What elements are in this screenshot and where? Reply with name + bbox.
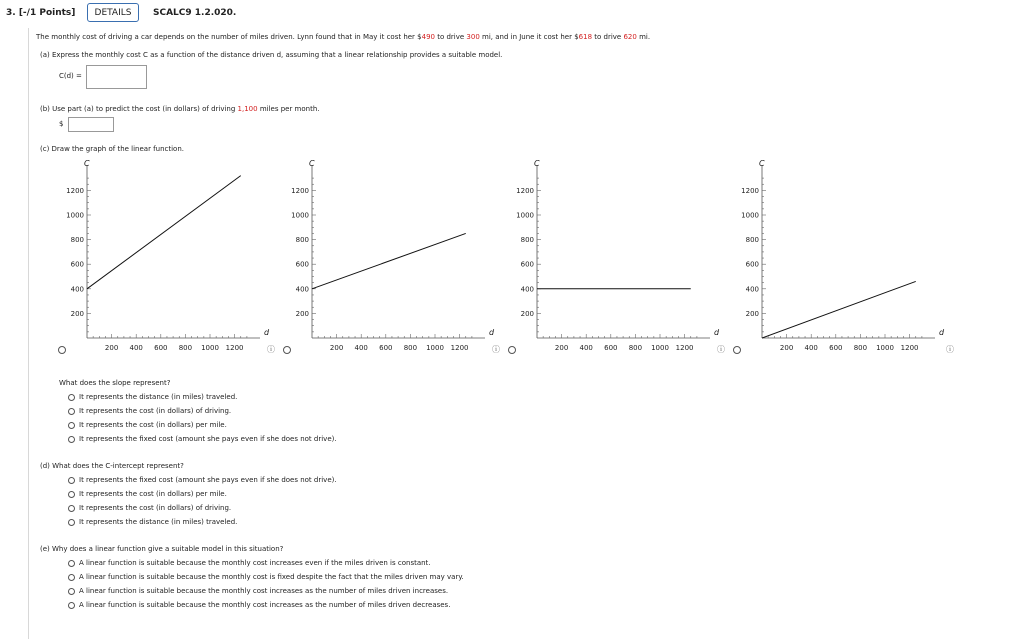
y-tick-label: 200 [295, 309, 309, 318]
left-divider [28, 28, 29, 639]
radio-button[interactable] [68, 422, 75, 429]
part-b-text [40, 105, 320, 113]
y-axis-label: C [759, 159, 765, 168]
option-label: It represents the cost (in dollars) of driving. [79, 407, 232, 415]
y-tick-label: 600 [745, 260, 759, 269]
info-icon[interactable]: ⓘ [492, 345, 500, 354]
option-label: It represents the cost (in dollars) per mile. [79, 421, 227, 429]
statement-part: mi, and in June it cost her $ [479, 33, 579, 41]
y-tick-label: 400 [70, 285, 84, 294]
x-tick-label: 1200 [900, 344, 919, 352]
x-tick-label: 800 [628, 344, 643, 352]
linear-reason-option[interactable] [68, 559, 431, 567]
x-tick-label: 800 [403, 344, 418, 352]
x-tick-label: 1200 [450, 344, 469, 352]
cd-input[interactable] [86, 65, 147, 89]
option-label: It represents the cost (in dollars) of driving. [79, 504, 232, 512]
series-line [312, 233, 466, 288]
statement-part: to drive [592, 33, 624, 41]
x-tick-label: 200 [779, 344, 794, 352]
y-tick-label: 600 [295, 260, 309, 269]
slope-option[interactable] [68, 393, 237, 401]
x-tick-label: 200 [554, 344, 569, 352]
y-tick-label: 200 [745, 309, 759, 318]
details-button[interactable]: DETAILS [87, 3, 139, 22]
y-tick-label: 1000 [516, 211, 534, 220]
x-tick-label: 400 [354, 344, 368, 352]
x-tick-label: 1000 [201, 344, 219, 352]
radio-button[interactable] [68, 436, 75, 443]
option-label: A linear function is suitable because the monthly cost increases as the number of miles driven decreases. [79, 601, 451, 609]
y-tick-label: 1200 [66, 186, 84, 195]
x-tick-label: 800 [853, 344, 868, 352]
radio-button[interactable] [68, 560, 75, 567]
y-tick-label: 400 [520, 285, 534, 294]
x-tick-label: 1000 [651, 344, 669, 352]
radio-button[interactable] [68, 477, 75, 484]
option-label: A linear function is suitable because the monthly cost is fixed despite the fact that the miles driven may vary. [79, 573, 464, 581]
x-tick-label: 600 [154, 344, 168, 352]
june-cost-value: 618 [578, 33, 593, 41]
y-tick-label: 400 [745, 285, 759, 294]
radio-button[interactable] [68, 491, 75, 498]
y-tick-label: 800 [745, 236, 759, 245]
graph-option-2[interactable] [275, 155, 500, 360]
graph-option-1[interactable] [50, 155, 275, 360]
y-axis-label: C [84, 159, 90, 168]
info-icon[interactable]: ⓘ [267, 345, 275, 354]
x-axis-label: d [264, 328, 270, 337]
option-label: It represents the distance (in miles) traveled. [79, 393, 238, 401]
option-label: A linear function is suitable because the monthly cost increases even if the miles driven is constant. [79, 559, 431, 567]
june-miles-value: 620 [623, 33, 637, 41]
part-c-text: (c) Draw the graph of the linear function. [40, 145, 185, 153]
series-line [762, 281, 916, 338]
slope-option[interactable] [68, 421, 227, 429]
option-label: It represents the cost (in dollars) per mile. [79, 490, 227, 498]
radio-button[interactable] [68, 602, 75, 609]
linear-reason-option[interactable] [68, 601, 450, 609]
statement-part: mi. [636, 33, 651, 41]
cd-label: C(d) = [59, 72, 82, 80]
y-tick-label: 1200 [291, 186, 309, 195]
statement-part: The monthly cost of driving a car depends on the number of miles driven. Lynn found that in May it cost her $ [36, 33, 422, 41]
y-tick-label: 600 [520, 260, 534, 269]
radio-button[interactable] [68, 519, 75, 526]
slope-question: What does the slope represent? [59, 379, 171, 387]
x-tick-label: 600 [379, 344, 393, 352]
part-e-question: (e) Why does a linear function give a suitable model in this situation? [40, 545, 284, 553]
y-tick-label: 800 [70, 236, 84, 245]
cost-input[interactable] [68, 117, 114, 132]
series-line [87, 176, 241, 289]
graph-radio-3[interactable] [508, 346, 516, 354]
part-b-miles: 1,100 [237, 105, 258, 113]
may-cost-value: 490 [421, 33, 435, 41]
y-tick-label: 600 [70, 260, 84, 269]
y-axis-label: C [309, 159, 315, 168]
y-tick-label: 1000 [741, 211, 759, 220]
slope-option[interactable] [68, 435, 337, 443]
graph-radio-2[interactable] [283, 346, 291, 354]
question-header [0, 0, 1024, 28]
linear-reason-option[interactable] [68, 587, 448, 595]
problem-code: SCALC9 1.2.020. [153, 8, 237, 18]
radio-button[interactable] [68, 574, 75, 581]
graph-radio-4[interactable] [733, 346, 741, 354]
x-axis-label: d [939, 328, 945, 337]
info-icon[interactable]: ⓘ [717, 345, 725, 354]
x-tick-label: 400 [129, 344, 143, 352]
x-tick-label: 1200 [675, 344, 694, 352]
y-tick-label: 1200 [516, 186, 534, 195]
linear-reason-option[interactable] [68, 573, 464, 581]
radio-button[interactable] [68, 505, 75, 512]
x-tick-label: 1000 [876, 344, 894, 352]
statement-part: to drive [435, 33, 467, 41]
intercept-option[interactable] [68, 490, 227, 498]
y-tick-label: 1200 [741, 186, 759, 195]
dollar-sign: $ [59, 120, 64, 128]
may-miles-value: 300 [466, 33, 480, 41]
y-tick-label: 800 [295, 236, 309, 245]
y-axis-label: C [534, 159, 540, 168]
option-label: It represents the fixed cost (amount she pays even if she does not drive). [79, 476, 337, 484]
intercept-option[interactable] [68, 518, 237, 526]
y-tick-label: 1000 [291, 211, 309, 220]
graph-option-3[interactable] [500, 155, 725, 360]
part-b-post: miles per month. [257, 105, 320, 113]
option-label: It represents the fixed cost (amount she pays even if she does not drive). [79, 435, 337, 443]
info-icon[interactable]: ⓘ [946, 345, 954, 354]
x-tick-label: 600 [829, 344, 843, 352]
x-axis-label: d [714, 328, 720, 337]
y-tick-label: 800 [520, 236, 534, 245]
x-tick-label: 400 [804, 344, 818, 352]
x-tick-label: 800 [178, 344, 193, 352]
slope-option[interactable] [68, 407, 231, 415]
y-tick-label: 200 [70, 309, 84, 318]
y-tick-label: 1000 [66, 211, 84, 220]
x-tick-label: 400 [579, 344, 593, 352]
y-tick-label: 400 [295, 285, 309, 294]
x-tick-label: 200 [329, 344, 344, 352]
problem-statement [36, 33, 650, 41]
graph-radio-1[interactable] [58, 346, 66, 354]
graph-option-4[interactable] [725, 155, 950, 360]
x-tick-label: 1200 [225, 344, 244, 352]
part-d-question: (d) What does the C-intercept represent? [40, 462, 184, 470]
x-tick-label: 200 [104, 344, 119, 352]
x-tick-label: 600 [604, 344, 618, 352]
points-label: 3. [-/1 Points] [6, 8, 76, 18]
part-a-text: (a) Express the monthly cost C as a function of the distance driven d, assuming that a linear relationship provides a suitable model. [40, 51, 503, 59]
x-tick-label: 1000 [426, 344, 444, 352]
radio-button[interactable] [68, 394, 75, 401]
option-label: It represents the distance (in miles) traveled. [79, 518, 238, 526]
radio-button[interactable] [68, 588, 75, 595]
y-tick-label: 200 [520, 309, 534, 318]
x-axis-label: d [489, 328, 495, 337]
intercept-option[interactable] [68, 504, 231, 512]
option-label: A linear function is suitable because the monthly cost increases as the number of miles driven increases. [79, 587, 449, 595]
intercept-option[interactable] [68, 476, 337, 484]
radio-button[interactable] [68, 408, 75, 415]
part-b-pre: (b) Use part (a) to predict the cost (in dollars) of driving [40, 105, 238, 113]
